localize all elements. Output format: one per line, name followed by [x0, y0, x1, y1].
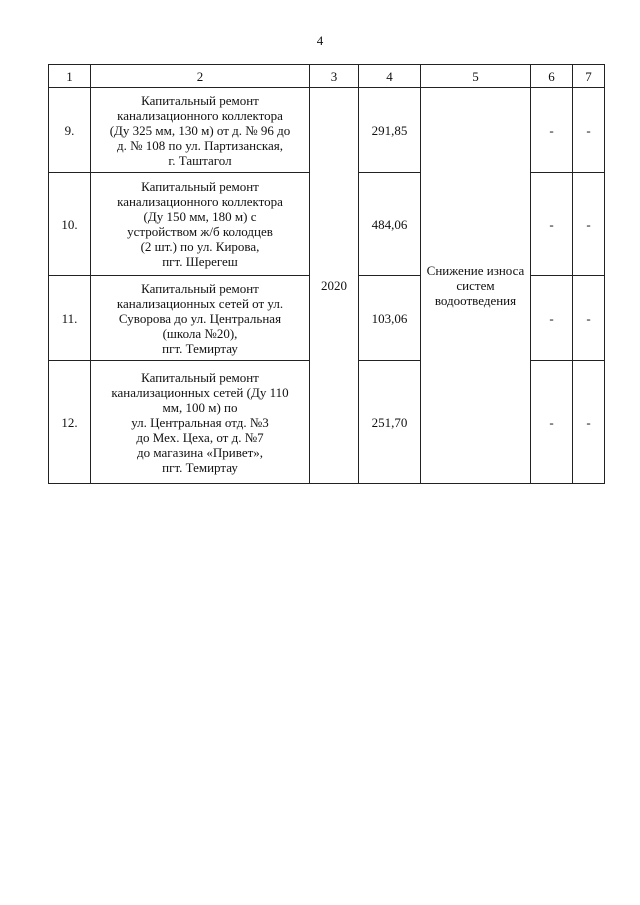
description-line: пгт. Шерегеш [162, 254, 238, 269]
row-col6: - [531, 361, 573, 484]
row-col7: - [573, 276, 605, 361]
description-line: Капитальный ремонт [141, 369, 259, 385]
description-line: (школа №20), [162, 325, 238, 341]
row-number: 11. [49, 276, 91, 361]
description-line: (Ду 150 мм, 180 м) с [143, 209, 257, 224]
row-col7: - [573, 173, 605, 276]
effect-cell: Снижение износа систем водоотведения [421, 88, 531, 484]
row-number: 9. [49, 88, 91, 173]
description-line: ул. Центральная отд. №3 [131, 414, 269, 430]
row-value: 291,85 [359, 88, 421, 173]
row-description [91, 173, 310, 276]
column-header: 1 [49, 65, 91, 88]
column-header: 4 [359, 65, 421, 88]
row-col6: - [531, 276, 573, 361]
description-line: мм, 100 м) по [162, 399, 238, 415]
row-col7: - [573, 88, 605, 173]
row-value: 251,70 [359, 361, 421, 484]
row-col6: - [531, 173, 573, 276]
description-line: пгт. Темиртау [162, 459, 238, 475]
column-header: 3 [310, 65, 359, 88]
row-col7: - [573, 361, 605, 484]
description-line: канализационного коллектора [117, 107, 283, 123]
description-line: канализационных сетей (Ду 110 [111, 384, 289, 400]
description-line: пгт. Темиртау [162, 340, 238, 356]
column-header: 7 [573, 65, 605, 88]
program-table [48, 64, 605, 484]
table-header-row [49, 65, 605, 88]
description-line: канализационных сетей от ул. [116, 295, 284, 311]
description-line: канализационного коллектора [117, 194, 283, 209]
row-number: 10. [49, 173, 91, 276]
row-value: 484,06 [359, 173, 421, 276]
description-line: г. Таштагол [168, 152, 232, 168]
row-col6: - [531, 88, 573, 173]
table-row [49, 88, 605, 173]
year-cell: 2020 [310, 88, 359, 484]
description-line: до магазина «Привет», [136, 444, 264, 460]
page-number: 4 [316, 33, 324, 48]
row-number: 12. [49, 361, 91, 484]
description-line: Капитальный ремонт [141, 280, 259, 296]
column-header: 6 [531, 65, 573, 88]
description-line: устройством ж/б колодцев [127, 224, 273, 239]
description-line: до Мех. Цеха, от д. №7 [136, 429, 264, 445]
column-header: 2 [91, 65, 310, 88]
description-line: (Ду 325 мм, 130 м) от д. № 96 до [109, 122, 291, 138]
column-header: 5 [421, 65, 531, 88]
description-line: Капитальный ремонт [141, 179, 259, 194]
description-line: (2 шт.) по ул. Кирова, [140, 239, 260, 254]
row-value: 103,06 [359, 276, 421, 361]
row-description [91, 276, 310, 361]
row-description [91, 361, 310, 484]
description-line: д. № 108 по ул. Партизанская, [116, 137, 284, 153]
row-description [91, 88, 310, 173]
description-line: Капитальный ремонт [141, 92, 259, 108]
description-line: Суворова до ул. Центральная [118, 310, 282, 326]
